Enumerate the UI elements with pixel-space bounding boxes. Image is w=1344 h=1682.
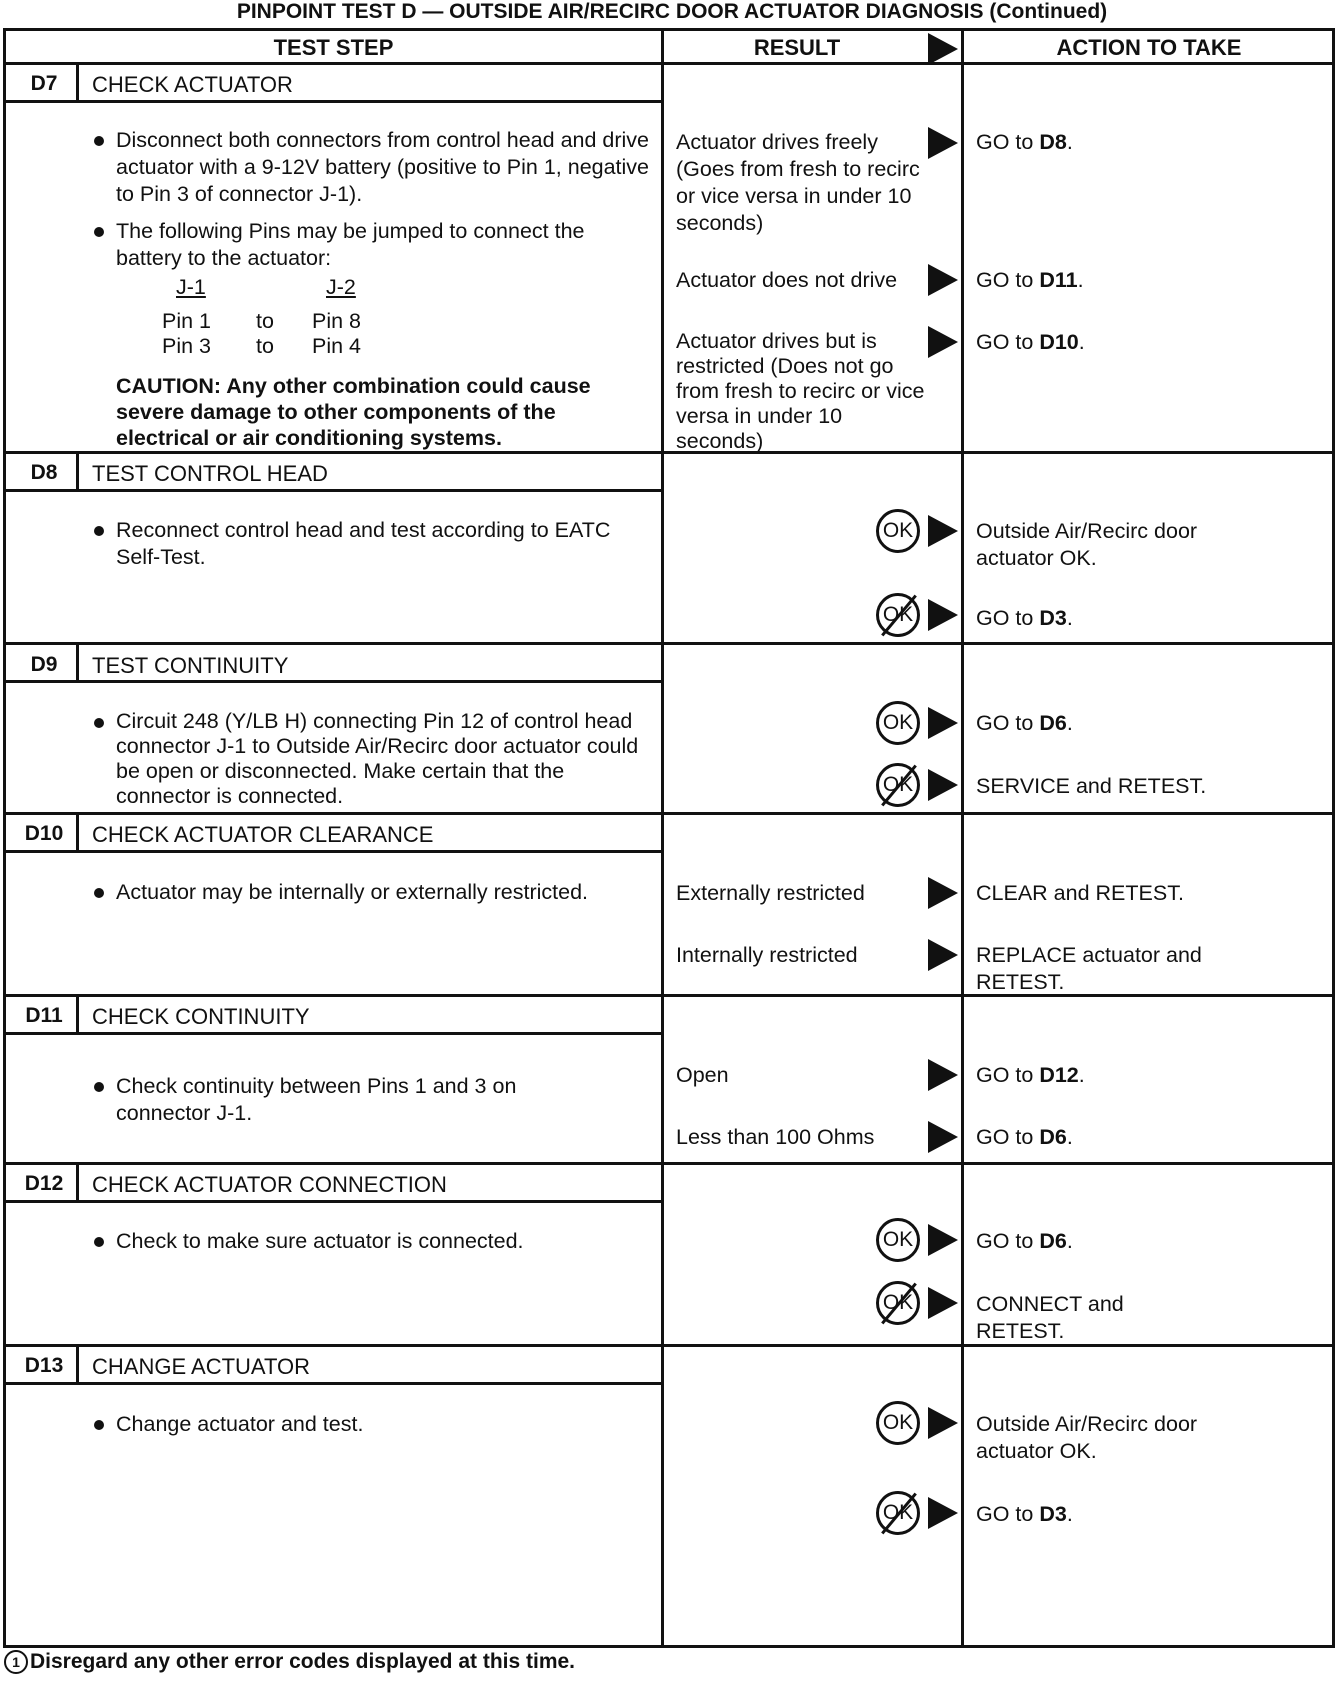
step-number-divider [76,454,79,490]
step-title-d10: CHECK ACTUATOR CLEARANCE [92,822,434,847]
d12-action-not-ok: CONNECT and RETEST. [976,1292,1124,1343]
column-divider-action [961,31,964,1645]
d13-action-ok: Outside Air/Recirc door actuator OK. [976,1412,1198,1463]
d9-action-not-ok: SERVICE and RETEST. [976,774,1207,798]
arrow-icon [928,264,958,296]
header-action: ACTION TO TAKE [1056,35,1242,60]
pin-cell: to [256,309,274,333]
header-result: RESULT [753,35,841,60]
d10-action-2: REPLACE actuator and RETEST. [976,943,1202,994]
arrow-icon [928,1287,958,1319]
d10-instructions [90,879,650,906]
arrow-icon [928,1121,958,1153]
step-number-d7: D7 [30,72,58,95]
arrow-icon [928,939,958,971]
d10-action-1: CLEAR and RETEST. [976,881,1184,905]
step-title-d9: TEST CONTINUITY [92,653,289,678]
d8-action-ok: Outside Air/Recirc door actuator OK. [976,519,1198,570]
d9-instructions [90,709,650,809]
d10-result-1: Externally restricted [676,881,865,905]
arrow-icon [928,707,958,739]
step-number-divider [76,1165,79,1201]
step-number-divider [76,65,79,101]
footnote-marker: 1 [4,1650,28,1674]
pin-cell: Pin 1 [162,309,212,333]
step-divider [6,642,1332,645]
arrow-icon [928,877,958,909]
step-divider [6,994,1332,997]
d7-action-2: GO to D11. [976,268,1084,292]
step-title-divider [6,1032,661,1035]
footnote [4,1650,575,1674]
d12-instructions [90,1228,650,1255]
d11-action-2: GO to D6. [976,1125,1073,1149]
d7-result-1: Actuator drives freely (Goes from fresh to recirc or vice versa in under 10 seconds) [676,130,920,235]
step-title-d13: CHANGE ACTUATOR [92,1354,310,1379]
step-number-d13: D13 [24,1354,64,1377]
column-divider-result [661,31,664,1645]
step-number-divider [76,1347,79,1383]
arrow-icon [928,127,958,159]
pin-jumper-table [162,275,422,365]
d11-action-1: GO to D12. [976,1063,1085,1087]
pin-header-j1: J-1 [176,275,206,299]
arrow-icon [928,769,958,801]
d8-instructions [90,517,650,571]
pin-header-j2: J-2 [326,275,356,299]
d8-bullet-1: Reconnect control head and test according to EATC Self-Test. [90,517,650,571]
caution-text: CAUTION: Any other combination could cause severe damage to other components of the electrical or air conditioning systems. [116,374,591,450]
d12-bullet-1: Check to make sure actuator is connected. [90,1228,650,1255]
not-ok-icon: OK [876,763,920,807]
pinpoint-test-table [3,28,1335,1648]
d10-bullet-1: Actuator may be internally or externally restricted. [90,879,650,906]
step-number-d9: D9 [30,653,58,676]
arrow-icon [928,1497,958,1529]
header-test-step: TEST STEP [273,35,394,60]
arrow-icon [928,1059,958,1091]
d7-action-1: GO to D8. [976,130,1073,154]
not-ok-icon: OK [876,593,920,637]
footnote-text: Disregard any other error codes displayed at this time. [30,1650,576,1673]
d9-action-ok: GO to D6. [976,711,1073,735]
d12-action-ok: GO to D6. [976,1229,1073,1253]
not-ok-icon: OK [876,1491,920,1535]
d7-bullet-2: The following Pins may be jumped to connect the battery to the actuator: [90,218,650,272]
step-divider [6,451,1332,454]
pin-cell: Pin 3 [162,334,212,358]
d9-bullet-1: Circuit 248 (Y/LB H) connecting Pin 12 of control head connector J-1 to Outside Air/Recirc door actuator could be open or disconnected. Make certain that the connector is connected. [90,709,650,809]
d7-bullet-1: Disconnect both connectors from control head and drive actuator with a 9-12V battery (positive to Pin 1, negative to Pin 3 of connector J-1). [90,127,650,208]
step-number-divider [76,645,79,681]
arrow-icon [928,326,958,358]
arrow-icon [928,1224,958,1256]
step-number-d10: D10 [24,822,64,845]
d10-result-2: Internally restricted [676,943,858,967]
pin-cell: to [256,334,274,358]
d13-instructions [90,1411,650,1438]
step-number-d12: D12 [24,1172,64,1195]
arrow-icon [928,599,958,631]
step-title-divider [6,100,661,103]
not-ok-icon: OK [876,1281,920,1325]
ok-icon: OK [876,1401,920,1445]
d13-bullet-1: Change actuator and test. [90,1411,650,1438]
step-title-divider [6,850,661,853]
step-title-d8: TEST CONTROL HEAD [92,461,328,486]
step-divider [6,1162,1332,1165]
arrow-icon [928,1407,958,1439]
arrow-icon [928,515,958,547]
d8-action-not-ok: GO to D3. [976,606,1073,630]
step-number-divider [76,815,79,851]
step-number-divider [76,997,79,1033]
page-title: PINPOINT TEST D — OUTSIDE AIR/RECIRC DOOR ACTUATOR DIAGNOSIS (Continued) [236,0,1108,23]
pin-cell: Pin 8 [312,309,362,333]
header-divider [6,62,1332,65]
pin-cell: Pin 4 [312,334,362,358]
step-title-d12: CHECK ACTUATOR CONNECTION [92,1172,447,1197]
step-divider [6,1344,1332,1347]
d7-result-3: Actuator drives but is restricted (Does not go from fresh to recirc or vice versa in under 10 seconds) [676,329,925,453]
d7-instructions [90,127,650,272]
d7-action-3: GO to D10. [976,330,1085,354]
arrow-icon [928,33,958,65]
d11-result-1: Open [676,1063,729,1087]
step-title-divider [6,1200,661,1203]
d11-result-2: Less than 100 Ohms [676,1125,875,1149]
ok-icon: OK [876,701,920,745]
ok-icon: OK [876,1218,920,1262]
step-title-d11: CHECK CONTINUITY [92,1004,310,1029]
d7-result-2: Actuator does not drive [676,268,898,292]
step-title-d7: CHECK ACTUATOR [92,72,293,97]
step-number-d11: D11 [25,1004,63,1027]
d11-bullet-1: Check continuity between Pins 1 and 3 on connector J-1. [90,1073,610,1127]
step-title-divider [6,489,661,492]
ok-icon: OK [876,509,920,553]
step-title-divider [6,680,661,683]
step-divider [6,812,1332,815]
d13-action-not-ok: GO to D3. [976,1502,1073,1526]
step-title-divider [6,1382,661,1385]
d11-instructions [90,1073,610,1127]
step-number-d8: D8 [30,461,58,484]
